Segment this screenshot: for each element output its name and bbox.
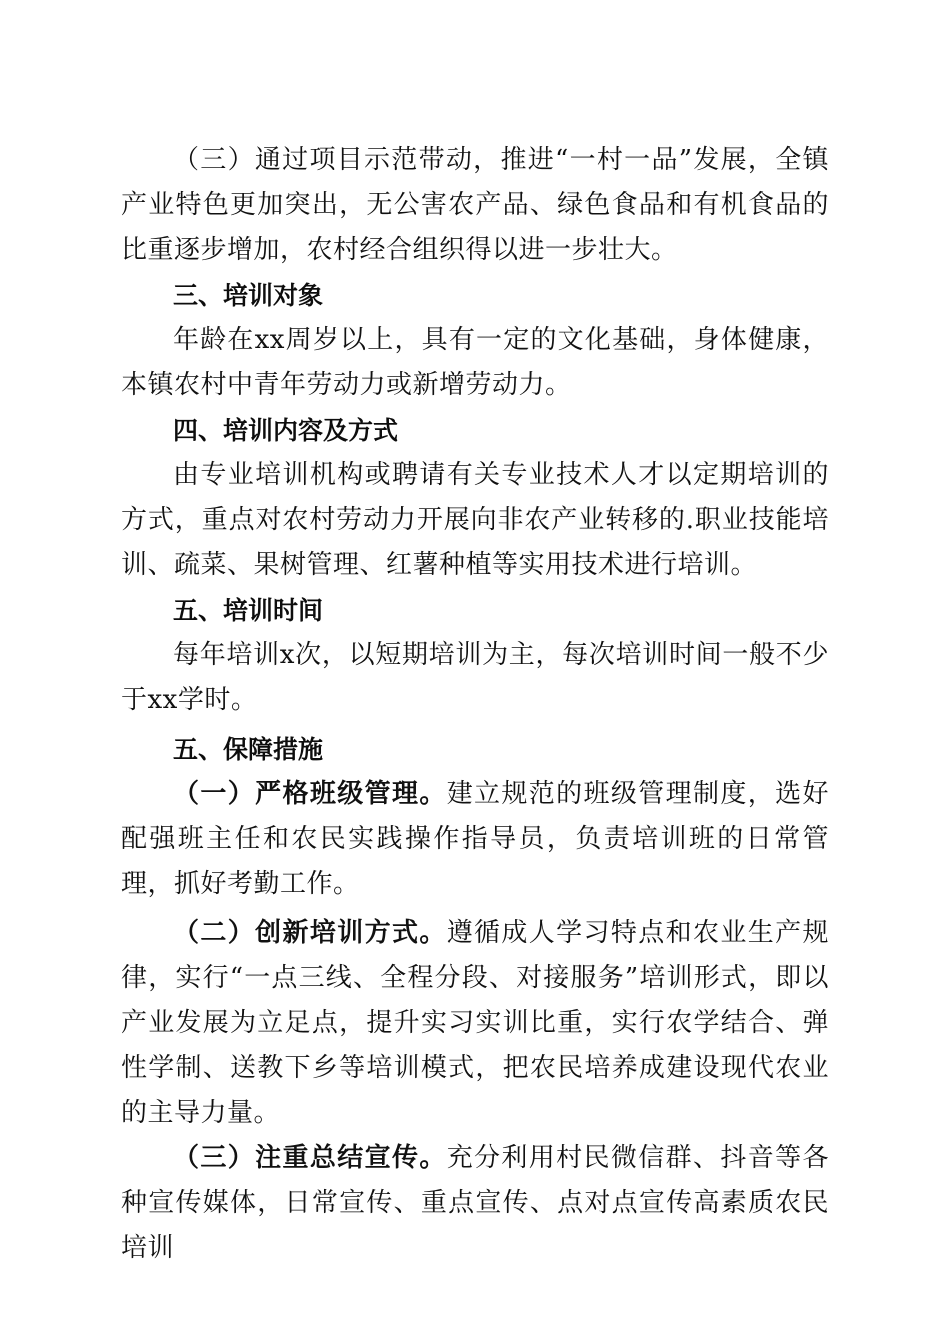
document-body [121,138,829,1271]
measure-1-title: （一）严格班级管理。 [173,779,447,809]
measure-1-body: 建立规范的班级管理制度，选好配强班主任和农民实践操作指导员，负责培训班的日常管理，抓好考勤工作。 [121,779,829,899]
measure-3-body: 充分利用村民微信群、抖音等各种宣传媒体，日常宣传、重点宣传、点对点宣传高素质农民培训 [121,1143,829,1263]
section-heading-safeguards: 五、保障措施 [173,735,324,764]
measure-2-body: 遵循成人学习特点和农业生产规律，实行“一点三线、全程分段、对接服务”培训形式，即以产业发展为立足点，提升实习实训比重，实行农学结合、弹性学制、送教下乡等培训模式，把农民培养成建设现代农业的主导力量。 [121,918,829,1128]
section-heading-training-content: 四、培训内容及方式 [173,416,399,445]
paragraph-training-content: 由专业培训机构或聘请有关专业技术人才以定期培训的方式，重点对农村劳动力开展向非农产业转移的.职业技能培训、疏菜、果树管理、红薯种植等实用技术进行培训。 [121,460,829,580]
measure-2-title: （二）创新培训方式。 [173,918,447,948]
paragraph-item-3: （三）通过项目示范带动，推进“一村一品”发展，全镇产业特色更加突出，无公害农产品、绿色食品和有机食品的比重逐步增加，农村经合组织得以进一步壮大。 [121,145,829,265]
section-heading-training-target: 三、培训对象 [173,281,324,310]
measure-3-title: （三）注重总结宣传。 [173,1143,447,1173]
paragraph-measure-1 [121,772,829,907]
paragraph-training-time: 每年培训x次，以短期培训为主，每次培训时间一般不少于xx学时。 [121,640,829,715]
paragraph-measure-3 [121,1136,829,1271]
section-heading-training-time: 五、培训时间 [173,596,324,625]
paragraph-training-target: 年龄在xx周岁以上，具有一定的文化基础，身体健康，本镇农村中青年劳动力或新增劳动力。 [121,325,829,400]
paragraph-measure-2 [121,911,829,1136]
